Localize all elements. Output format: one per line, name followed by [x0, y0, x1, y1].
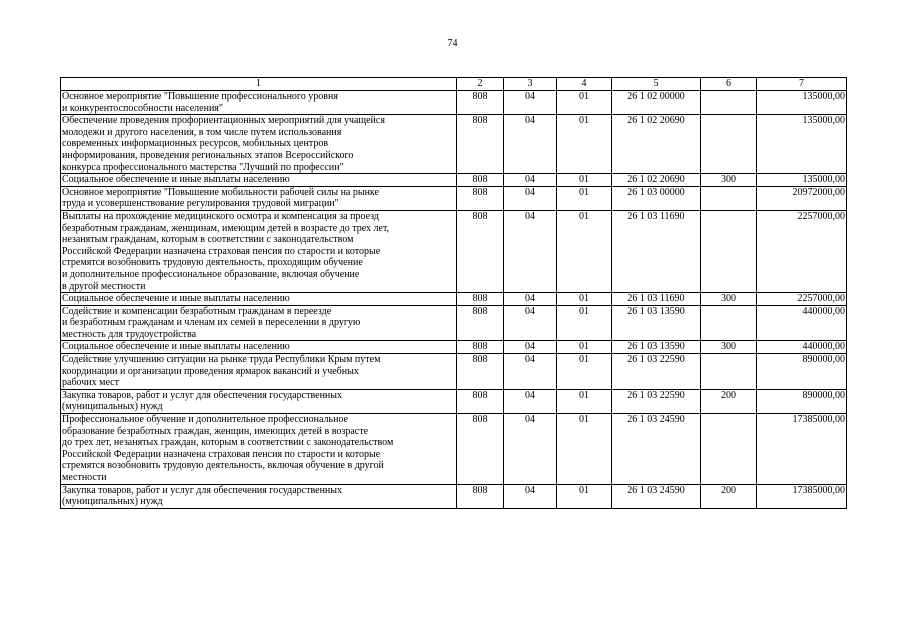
row-section-cell: 04 [504, 484, 557, 508]
row-name-cell: Выплаты на прохождение медицинского осмотра и компенсация за проезд безработным гражданам, женщинам, имеющим детей в возрасте до трех лет, незанятым гражданам, которым в соответствии с законодательством Российской Федерации назначена страховая пенсия по старости и которые стремятся возобновить трудовую деятельность, проходящим обучение и дополнительное профессиональное образование, включая обучение в другой местности [61, 210, 457, 292]
row-target-cell: 26 1 02 20690 [612, 115, 701, 174]
row-target-cell: 26 1 03 22590 [612, 389, 701, 413]
row-name-cell: Социальное обеспечение и иные выплаты населению [61, 341, 457, 354]
header-row [61, 78, 847, 91]
header-cell-2: 2 [457, 78, 504, 91]
row-ministry-cell: 808 [457, 414, 504, 485]
row-expense-type-cell [701, 115, 757, 174]
row-name-cell: Обеспечение проведения профориентационных мероприятий для учащейся молодежи и другого населения, в том числе путем использования современных информационных ресурсов, мобильных центров информирования, проведения региональных этапов Всероссийского конкурса профессионального мастерства "Лучший по профессии" [61, 115, 457, 174]
row-section-cell: 04 [504, 389, 557, 413]
table-row [61, 115, 847, 174]
row-ministry-cell: 808 [457, 91, 504, 115]
row-amount-cell: 135000,00 [757, 174, 847, 187]
row-ministry-cell: 808 [457, 186, 504, 210]
row-amount-cell: 135000,00 [757, 115, 847, 174]
row-target-cell: 26 1 03 24590 [612, 414, 701, 485]
table-row [61, 210, 847, 292]
row-section-cell: 04 [504, 293, 557, 306]
row-target-cell: 26 1 03 13590 [612, 305, 701, 341]
table-row [61, 354, 847, 390]
row-ministry-cell: 808 [457, 293, 504, 306]
row-subsection-cell: 01 [557, 354, 612, 390]
row-expense-type-cell: 300 [701, 174, 757, 187]
table-row [61, 174, 847, 187]
row-name-cell: Основное мероприятие "Повышение профессионального уровня и конкурентоспособности населения" [61, 91, 457, 115]
row-subsection-cell: 01 [557, 484, 612, 508]
row-section-cell: 04 [504, 341, 557, 354]
row-ministry-cell: 808 [457, 341, 504, 354]
row-target-cell: 26 1 03 24590 [612, 484, 701, 508]
row-amount-cell: 2257000,00 [757, 210, 847, 292]
row-section-cell: 04 [504, 210, 557, 292]
table-row [61, 414, 847, 485]
row-expense-type-cell [701, 186, 757, 210]
table-row [61, 91, 847, 115]
row-section-cell: 04 [504, 305, 557, 341]
row-subsection-cell: 01 [557, 210, 612, 292]
row-subsection-cell: 01 [557, 174, 612, 187]
table-row [61, 305, 847, 341]
header-cell-1: 1 [61, 78, 457, 91]
row-name-cell: Закупка товаров, работ и услуг для обеспечения государственных (муниципальных) нужд [61, 389, 457, 413]
row-ministry-cell: 808 [457, 115, 504, 174]
row-name-cell: Содействие и компенсации безработным гражданам в переезде и безработным гражданам и членам их семей в переселении в другую местность для трудоустройства [61, 305, 457, 341]
row-target-cell: 26 1 03 22590 [612, 354, 701, 390]
row-section-cell: 04 [504, 414, 557, 485]
row-amount-cell: 17385000,00 [757, 484, 847, 508]
row-name-cell: Социальное обеспечение и иные выплаты населению [61, 174, 457, 187]
row-target-cell: 26 1 03 11690 [612, 293, 701, 306]
row-ministry-cell: 808 [457, 305, 504, 341]
header-cell-5: 5 [612, 78, 701, 91]
row-expense-type-cell [701, 305, 757, 341]
header-cell-7: 7 [757, 78, 847, 91]
row-amount-cell: 17385000,00 [757, 414, 847, 485]
row-subsection-cell: 01 [557, 91, 612, 115]
table-row [61, 186, 847, 210]
row-target-cell: 26 1 02 00000 [612, 91, 701, 115]
table-row [61, 293, 847, 306]
header-cell-6: 6 [701, 78, 757, 91]
row-name-cell: Социальное обеспечение и иные выплаты населению [61, 293, 457, 306]
row-subsection-cell: 01 [557, 341, 612, 354]
row-subsection-cell: 01 [557, 389, 612, 413]
row-ministry-cell: 808 [457, 174, 504, 187]
row-amount-cell: 135000,00 [757, 91, 847, 115]
row-target-cell: 26 1 03 11690 [612, 210, 701, 292]
row-target-cell: 26 1 03 00000 [612, 186, 701, 210]
row-expense-type-cell: 300 [701, 293, 757, 306]
row-amount-cell: 890000,00 [757, 354, 847, 390]
table-row [61, 341, 847, 354]
row-amount-cell: 440000,00 [757, 305, 847, 341]
header-cell-4: 4 [557, 78, 612, 91]
row-name-cell: Закупка товаров, работ и услуг для обеспечения государственных (муниципальных) нужд [61, 484, 457, 508]
row-expense-type-cell [701, 354, 757, 390]
row-subsection-cell: 01 [557, 414, 612, 485]
row-name-cell: Профессиональное обучение и дополнительное профессиональное образование безработных граждан, женщин, имеющих детей в возрасте до трех лет, незанятых граждан, которым в соответствии с законодательством Российской Федерации назначена страховая пенсия по старости и которые стремятся возобновить трудовую деятельность, включая обучение в другой местности [61, 414, 457, 485]
row-name-cell: Основное мероприятие "Повышение мобильности рабочей силы на рынке труда и усовершенствование регулирования трудовой миграции" [61, 186, 457, 210]
row-ministry-cell: 808 [457, 484, 504, 508]
row-section-cell: 04 [504, 186, 557, 210]
row-section-cell: 04 [504, 354, 557, 390]
row-target-cell: 26 1 02 20690 [612, 174, 701, 187]
row-amount-cell: 20972000,00 [757, 186, 847, 210]
row-expense-type-cell [701, 414, 757, 485]
row-subsection-cell: 01 [557, 293, 612, 306]
page-number: 74 [447, 38, 458, 49]
row-section-cell: 04 [504, 174, 557, 187]
row-subsection-cell: 01 [557, 115, 612, 174]
row-subsection-cell: 01 [557, 186, 612, 210]
row-amount-cell: 890000,00 [757, 389, 847, 413]
row-ministry-cell: 808 [457, 354, 504, 390]
row-amount-cell: 2257000,00 [757, 293, 847, 306]
table-row [61, 484, 847, 508]
row-expense-type-cell [701, 91, 757, 115]
row-subsection-cell: 01 [557, 305, 612, 341]
row-section-cell: 04 [504, 115, 557, 174]
row-section-cell: 04 [504, 91, 557, 115]
row-ministry-cell: 808 [457, 210, 504, 292]
header-cell-3: 3 [504, 78, 557, 91]
row-amount-cell: 440000,00 [757, 341, 847, 354]
row-expense-type-cell: 300 [701, 341, 757, 354]
budget-table [60, 77, 847, 509]
row-expense-type-cell: 200 [701, 484, 757, 508]
row-target-cell: 26 1 03 13590 [612, 341, 701, 354]
row-ministry-cell: 808 [457, 389, 504, 413]
row-expense-type-cell [701, 210, 757, 292]
table-row [61, 389, 847, 413]
row-name-cell: Содействие улучшению ситуации на рынке труда Республики Крым путем координации и организации проведения ярмарок вакансий и учебных рабочих мест [61, 354, 457, 390]
row-expense-type-cell: 200 [701, 389, 757, 413]
